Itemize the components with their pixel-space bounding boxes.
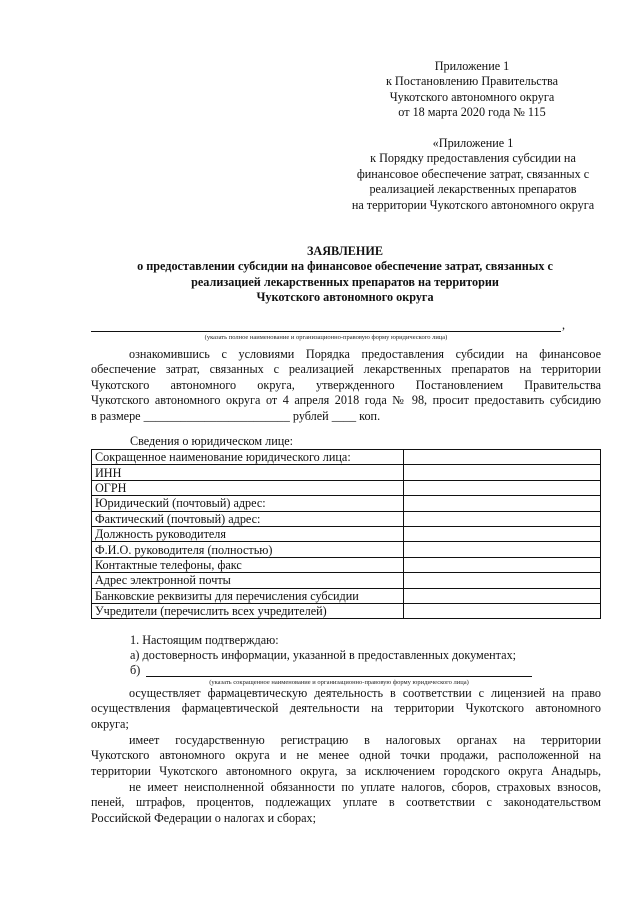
row-label: Банковские реквизиты для перечисления субсидии [92, 588, 404, 603]
row-value[interactable] [404, 603, 601, 618]
appendix-line: Чукотского автономного округа [389, 89, 555, 104]
table-row [92, 511, 601, 526]
table-row [92, 588, 601, 603]
paragraph-line: осуществляет фармацевтическую деятельность в соответствии с лицензией на право [129, 686, 601, 700]
row-value[interactable] [404, 480, 601, 495]
row-value[interactable] [404, 526, 601, 541]
item-b-name-line [146, 676, 532, 677]
row-value[interactable] [404, 496, 601, 511]
subsidy-amount-line: в размере ________________________ рублей ____ коп. [91, 409, 381, 423]
applicant-name-line [91, 331, 561, 332]
title-line: реализацией лекарственных препаратов на территории [191, 274, 499, 289]
row-label: ОГРН [92, 480, 404, 495]
row-label: Адрес электронной почты [92, 573, 404, 588]
table-row [92, 603, 601, 618]
paragraph-line: Чукотского автономного округа и не менее одной точки продажи, расположенной на [91, 748, 601, 763]
paragraph-line: Чукотского автономного округа, утвержденного Постановлением Правительства [91, 377, 601, 392]
paragraph-line: Российской Федерации о налогах и сборах; [91, 810, 317, 825]
paragraph-line: имеет государственную регистрацию в налоговых органах на территории [129, 733, 601, 747]
appendix-order-header [330, 136, 616, 213]
paragraph-line: не имеет неисполненной обязанности по уплате налогов, сборов, страховых взносов, [129, 780, 601, 794]
row-value[interactable] [404, 573, 601, 588]
paragraph-line: территории Чукотского автономного округа, за исключением городского округа Анадырь, [91, 763, 601, 778]
table-row [92, 465, 601, 480]
confirm-intro: 1. Настоящим подтверждаю: [130, 633, 279, 647]
paragraph-line: пеней, штрафов, процентов, подлежащих уплате в соответствии с законодательством [91, 795, 601, 810]
row-label: Контактные телефоны, факс [92, 557, 404, 572]
applicant-paragraph [91, 347, 601, 409]
license-paragraph [91, 686, 601, 732]
row-value[interactable] [404, 511, 601, 526]
table-row [92, 526, 601, 541]
row-value[interactable] [404, 557, 601, 572]
table-row [92, 542, 601, 557]
no-debt-paragraph [91, 780, 601, 826]
appendix-line: «Приложение 1 [432, 136, 514, 150]
row-label: Фактический (почтовый) адрес: [92, 511, 404, 526]
appendix-line: к Постановлению Правительства [385, 74, 559, 89]
appendix-line: Приложение 1 [434, 59, 510, 73]
title-heading: ЗАЯВЛЕНИЕ [307, 244, 383, 258]
registration-paragraph [91, 733, 601, 779]
title-line: Чукотского автономного округа [256, 290, 434, 305]
confirm-item-a: а) достоверность информации, указанной в предоставленных документах; [130, 648, 517, 662]
document-title [60, 244, 630, 306]
row-value[interactable] [404, 450, 601, 465]
applicant-name-hint: (указать полное наименование и организационно-правовую форму юридического лица) [204, 334, 448, 341]
confirm-item-b-prefix: б) [130, 663, 141, 677]
appendix-line: от 18 марта 2020 года № 115 [398, 105, 546, 120]
appendix-line: финансовое обеспечение затрат, связанных с [356, 166, 590, 181]
appendix-line: реализацией лекарственных препаратов [369, 182, 577, 197]
paragraph-line: Чукотского автономного округа от 4 апреля 2018 года № 98, просит предоставить субсидию [91, 393, 601, 408]
legal-info-table [91, 449, 601, 619]
table-row [92, 496, 601, 511]
appendix-header [372, 59, 572, 121]
table-row [92, 557, 601, 572]
paragraph-line: ознакомившись с условиями Порядка предоставления субсидии на финансовое [129, 347, 601, 361]
legal-info-caption: Сведения о юридическом лице: [130, 434, 294, 448]
row-label: Юридический (почтовый) адрес: [92, 496, 404, 511]
appendix-line: к Порядку предоставления субсидии на [370, 151, 576, 166]
row-label: Должность руководителя [92, 526, 404, 541]
row-value[interactable] [404, 588, 601, 603]
row-label: Ф.И.О. руководителя (полностью) [92, 542, 404, 557]
row-value[interactable] [404, 465, 601, 480]
paragraph-line: округа; [91, 716, 129, 731]
paragraph-line: осуществления фармацевтической деятельности на территории Чукотского автономного [91, 701, 601, 716]
table-row [92, 480, 601, 495]
table-row [92, 573, 601, 588]
row-label: Сокращенное наименование юридического лица: [92, 450, 404, 465]
row-label: Учредители (перечислить всех учредителей) [92, 603, 404, 618]
table-row [92, 450, 601, 465]
row-label: ИНН [92, 465, 404, 480]
row-value[interactable] [404, 542, 601, 557]
applicant-trailing-comma: , [562, 318, 566, 332]
title-line: о предоставлении субсидии на финансовое обеспечение затрат, связанных с [137, 259, 553, 274]
item-b-hint: (указать сокращенное наименование и организационно-правовую форму юридического лица) [209, 679, 469, 686]
appendix-line: на территории Чукотского автономного округа [351, 197, 595, 212]
paragraph-line: обеспечение затрат, связанных с реализацией лекарственных препаратов на территории [91, 362, 601, 377]
